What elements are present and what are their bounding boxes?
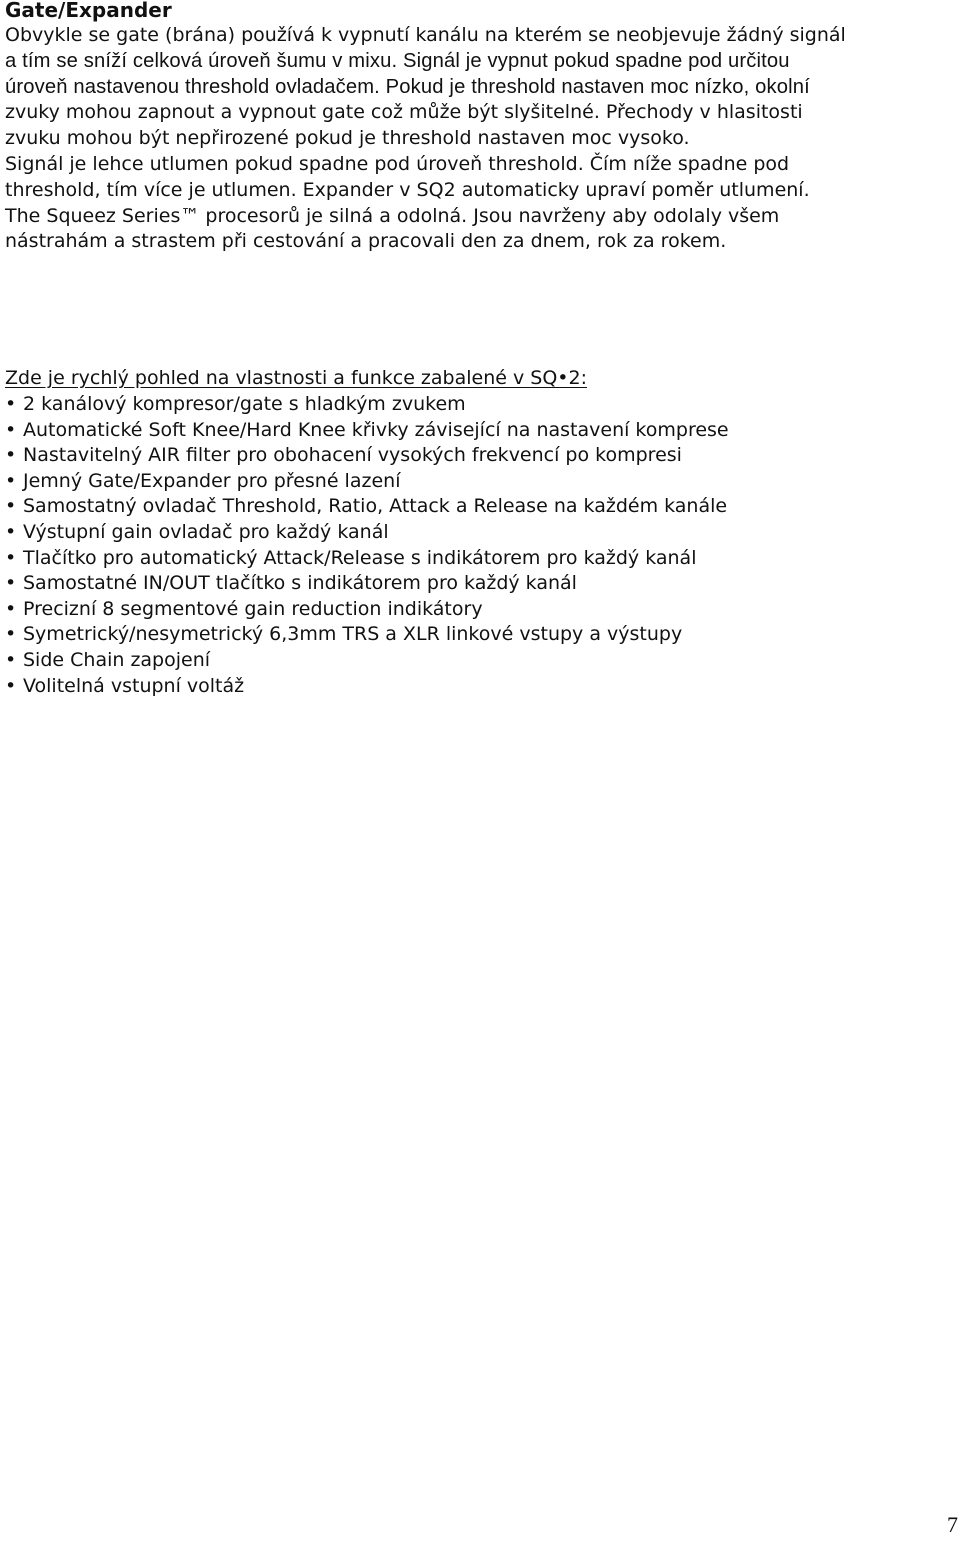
feature-text: Nastavitelný AIR filter pro obohacení vysokých frekvencí po kompresi bbox=[23, 444, 682, 467]
list-item bbox=[5, 571, 729, 597]
list-item bbox=[5, 443, 729, 469]
feature-text: Samostatný ovladač Threshold, Ratio, Attack a Release na každém kanále bbox=[23, 495, 728, 518]
paragraph-line: Signál je lehce utlumen pokud spadne pod úroveň threshold. Čím níže spadne pod bbox=[5, 152, 790, 175]
bullet-icon: • bbox=[5, 674, 17, 697]
section-title: Gate/Expander bbox=[5, 0, 172, 22]
list-item bbox=[5, 418, 729, 444]
paragraph-line: a tím se sníží celková úroveň šumu v mixu. Signál je vypnut pokud spadne pod určitou bbox=[5, 49, 790, 72]
bullet-icon: • bbox=[5, 597, 17, 620]
paragraph-line: zvuky mohou zapnout a vypnout gate což může být slyšitelné. Přechody v hlasitosti bbox=[5, 101, 803, 124]
bullet-icon: • bbox=[5, 623, 17, 646]
list-item bbox=[5, 597, 729, 623]
bullet-icon: • bbox=[5, 546, 17, 569]
paragraph-line: Obvykle se gate (brána) používá k vypnutí kanálu na kterém se neobjevuje žádný signál bbox=[5, 24, 846, 46]
page-number: 7 bbox=[947, 1512, 958, 1537]
list-item bbox=[5, 392, 729, 418]
bullet-icon: • bbox=[5, 572, 17, 595]
feature-text: Side Chain zapojení bbox=[23, 648, 211, 671]
list-item bbox=[5, 674, 729, 700]
paragraph-line: zvuku mohou být nepřirozené pokud je threshold nastaven moc vysoko. bbox=[5, 127, 690, 150]
list-item bbox=[5, 520, 729, 546]
bullet-icon: • bbox=[5, 469, 17, 492]
feature-text: 2 kanálový kompresor/gate s hladkým zvukem bbox=[23, 393, 466, 415]
list-item bbox=[5, 494, 729, 520]
bullet-icon: • bbox=[5, 495, 17, 518]
feature-text: Automatické Soft Knee/Hard Knee křivky závisející na nastavení komprese bbox=[23, 418, 729, 441]
feature-text: Jemný Gate/Expander pro přesné lazení bbox=[23, 469, 401, 492]
list-item bbox=[5, 469, 729, 495]
list-item bbox=[5, 648, 729, 674]
paragraph-line: nástrahám a strastem při cestování a pracovali den za dnem, rok za rokem. bbox=[5, 230, 727, 253]
bullet-icon: • bbox=[5, 648, 17, 671]
gate-expander-paragraph bbox=[5, 23, 955, 255]
paragraph-line: The Squeez Series™ procesorů je silná a odolná. Jsou navrženy aby odolaly všem bbox=[5, 204, 780, 227]
list-item bbox=[5, 622, 729, 648]
features-list bbox=[5, 392, 729, 699]
bullet-icon: • bbox=[5, 418, 17, 441]
paragraph-line: úroveň nastavenou threshold ovladačem. Pokud je threshold nastaven moc nízko, okolní bbox=[5, 75, 810, 98]
bullet-icon: • bbox=[5, 520, 17, 543]
paragraph-line: threshold, tím více je utlumen. Expander v SQ2 automaticky upraví poměr utlumení. bbox=[5, 178, 810, 201]
feature-text: Samostatné IN/OUT tlačítko s indikátorem pro každý kanál bbox=[23, 572, 577, 595]
bullet-icon: • bbox=[5, 393, 17, 415]
feature-text: Volitelná vstupní voltáž bbox=[23, 674, 245, 697]
feature-text: Precizní 8 segmentové gain reduction indikátory bbox=[23, 597, 483, 620]
features-heading: Zde je rychlý pohled na vlastnosti a funkce zabalené v SQ•2: bbox=[5, 367, 587, 389]
list-item bbox=[5, 546, 729, 572]
feature-text: Výstupní gain ovladač pro každý kanál bbox=[23, 520, 389, 543]
bullet-icon: • bbox=[5, 444, 17, 467]
feature-text: Symetrický/nesymetrický 6,3mm TRS a XLR linkové vstupy a výstupy bbox=[23, 623, 683, 646]
feature-text: Tlačítko pro automatický Attack/Release s indikátorem pro každý kanál bbox=[23, 546, 697, 569]
